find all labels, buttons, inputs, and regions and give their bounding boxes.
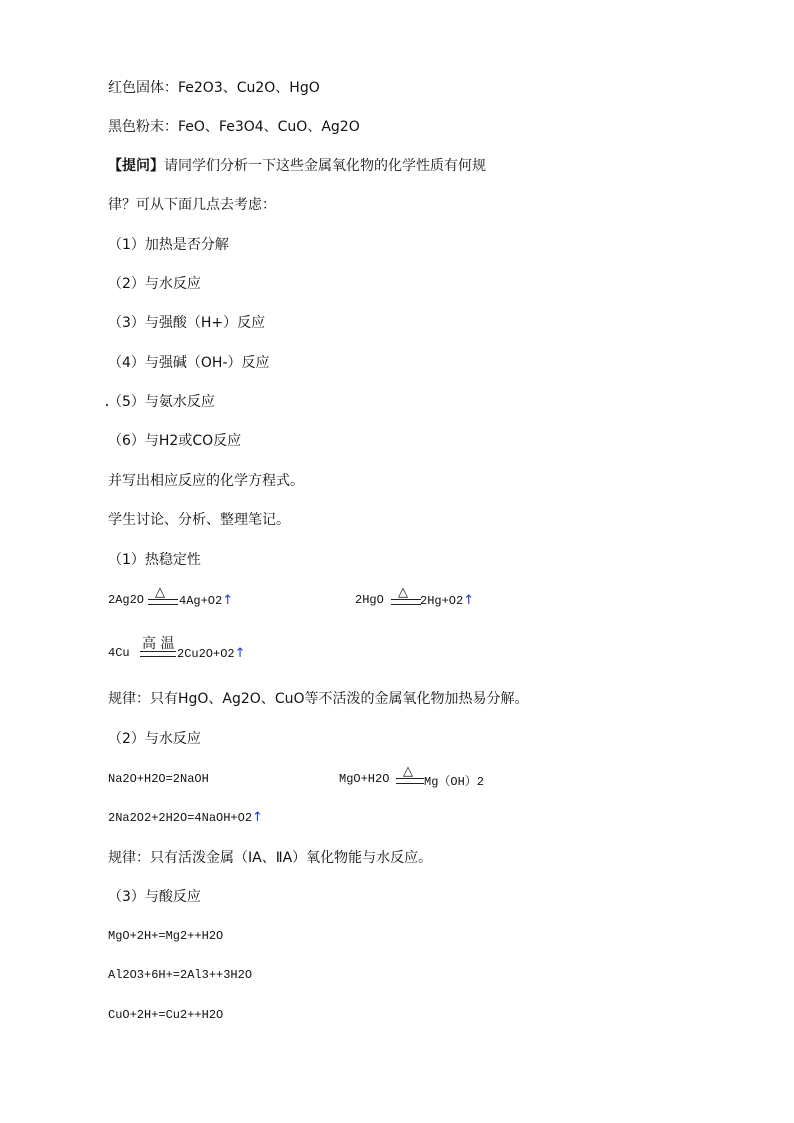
eq-mgo-left: MgO+H2O — [339, 772, 390, 786]
rule-1: 规律：只有HgO、Ag2O、CuO等不活泼的金属氧化物加热易分解。 — [108, 691, 529, 707]
write-equations-line: 并写出相应反应的化学方程式。 — [108, 473, 304, 489]
eq-na2o: Na2O+H2O=2NaOH — [108, 772, 209, 786]
item-3: （3）与强酸（H+）反应 — [108, 315, 266, 331]
gas-arrow-icon: ↑ — [222, 593, 234, 608]
eq-hgo-products: 2Hg+O2 — [420, 594, 464, 608]
heat-condition-icon: △ — [155, 585, 165, 600]
section-1-heading: （1）热稳定性 — [108, 552, 201, 568]
section-3-heading: （3）与酸反应 — [108, 889, 201, 905]
high-temp-condition: 高 温 — [142, 636, 175, 652]
eq-hgo-right — [420, 593, 474, 608]
item-1: （1）加热是否分解 — [108, 237, 229, 253]
eq-hgo-left: 2HgO — [355, 593, 384, 607]
eq-mgo-right: Mg（OH）2 — [424, 775, 485, 789]
rule-2: 规律：只有活泼金属（ⅠA、ⅡA）氧化物能与水反应。 — [108, 850, 433, 866]
eq-cu-products: 2Cu2O+O2 — [177, 647, 235, 661]
question-line — [108, 157, 486, 175]
item-4: （4）与强碱（OH-）反应 — [108, 355, 270, 371]
question-tag: 【提问】 — [108, 158, 164, 174]
heat-condition-icon: △ — [398, 585, 408, 600]
double-line-sign — [140, 651, 176, 657]
gas-arrow-icon: ↑ — [234, 646, 246, 661]
gas-arrow-icon: ↑ — [252, 810, 263, 825]
gas-arrow-icon: ↑ — [463, 593, 475, 608]
eq-ag2o-right — [179, 593, 233, 608]
black-powders-line: 黑色粉末：FeO、Fe3O4、CuO、Ag2O — [108, 119, 360, 135]
heat-condition-icon: △ — [403, 764, 413, 779]
double-line-sign — [148, 599, 178, 605]
item-2: （2）与水反应 — [108, 276, 201, 292]
red-solids-line: 红色固体：Fe2O3、Cu2O、HgO — [108, 80, 320, 96]
eq-na2o2-text: 2Na2O2+2H2O=4NaOH+O2 — [108, 811, 253, 825]
eq-cu-right — [177, 646, 246, 661]
eq-ag2o-products: 4Ag+O2 — [179, 594, 223, 608]
discuss-line: 学生讨论、分析、整理笔记。 — [108, 512, 290, 528]
eq-na2o2 — [108, 810, 263, 825]
eq-ag2o-left: 2Ag2O — [108, 593, 145, 607]
question-line-2: 律？可从下面几点去考虑： — [108, 197, 276, 213]
eq-acid-mgo: MgO+2H+=Mg2++H2O — [108, 929, 224, 943]
section-2-heading: （2）与水反应 — [108, 731, 201, 747]
eq-cu-left: 4Cu — [108, 646, 130, 660]
double-line-sign — [391, 599, 421, 605]
item-5: （5）与氨水反应 — [108, 394, 215, 410]
eq-acid-al2o3: Al2O3+6H+=2Al3++3H2O — [108, 968, 253, 982]
double-line-sign — [396, 778, 424, 784]
question-text: 请同学们分析一下这些金属氧化物的化学性质有何规 — [164, 158, 486, 174]
item-6: （6）与H2或CO反应 — [108, 433, 242, 449]
eq-acid-cuo: CuO+2H+=Cu2++H2O — [108, 1008, 224, 1022]
